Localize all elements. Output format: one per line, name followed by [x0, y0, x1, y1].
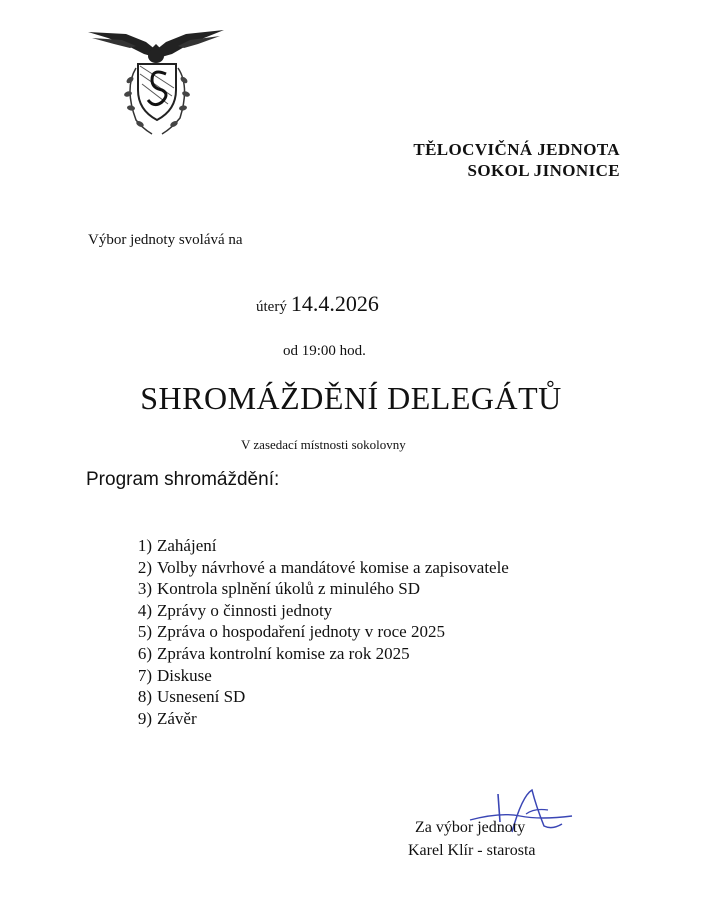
meeting-date — [256, 291, 379, 317]
intro-text: Výbor jednoty svolává na — [88, 232, 243, 248]
signature-line1: Za výbor jednoty — [415, 819, 526, 836]
list-item: 6) Zpráva kontrolní komise za rok 2025 — [137, 643, 410, 663]
program-list — [126, 535, 509, 729]
list-item: 1) Zahájení — [137, 536, 217, 555]
list-item: 7) Diskuse — [137, 665, 212, 685]
list-item: 9) Závěr — [137, 708, 197, 728]
list-item: 4) Zprávy o činnosti jednoty — [137, 600, 333, 620]
organization-name-line1: TĚLOCVIČNÁ JEDNOTA — [413, 140, 620, 159]
program-heading: Program shromáždění: — [86, 469, 280, 490]
meeting-time: od 19:00 hod. — [283, 343, 366, 359]
list-item: 2) Volby návrhové a mandátové komise a zapisovatele — [137, 557, 509, 577]
meeting-weekday: úterý — [256, 299, 287, 315]
list-item: 8) Usnesení SD — [137, 687, 246, 707]
organization-name-line2: SOKOL JINONICE — [467, 161, 620, 180]
list-item: 3) Kontrola splnění úkolů z minulého SD — [137, 579, 421, 599]
document-title: SHROMÁŽDĚNÍ DELEGÁTŮ — [140, 380, 562, 416]
sokol-eagle-emblem-icon — [86, 24, 226, 140]
meeting-place: V zasedací místnosti sokolovny — [241, 437, 406, 452]
signature-line2: Karel Klír - starosta — [408, 842, 536, 859]
list-item: 5) Zpráva o hospodaření jednoty v roce 2025 — [137, 622, 445, 642]
meeting-date-value: 14.4.2026 — [290, 291, 379, 316]
handwritten-signature — [440, 786, 580, 846]
